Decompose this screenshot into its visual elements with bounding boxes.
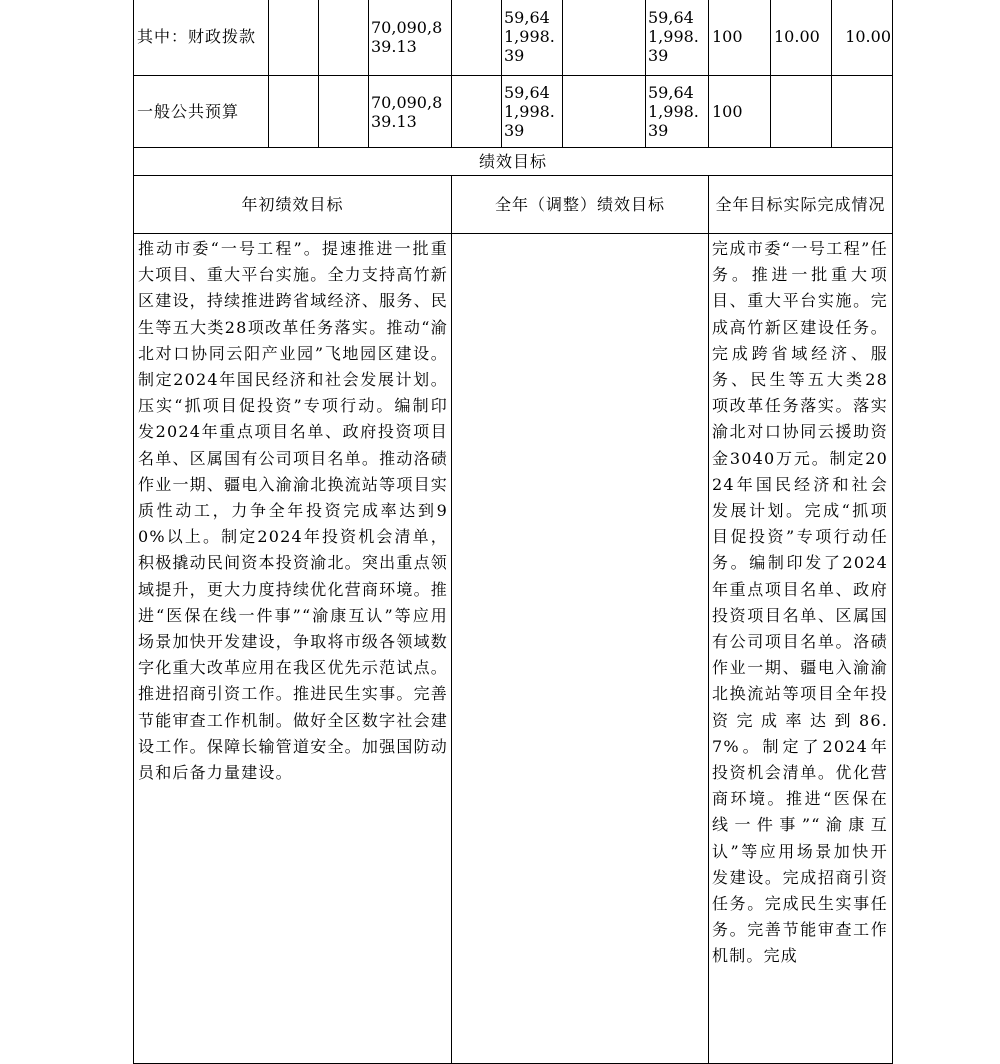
actual-completion-text: 完成市委“一号工程”任务。推进一批重大项目、重大平台实施。完成高竹新区建设任务。完成跨省域经济、服务、民生等五大类28项改革任务落实。落实渝北对口协同云援助资金3040万元。制定2024年国民经济和社会发展计划。完成“抓项目促投资”专项行动任务。编制印发了2024年重点项目名单、政府投资项目名单、区属国有公司项目名单。洛碛作业一期、疆电入渝渝北换流站等项目全年投资完成率达到86.7%。制定了2024年投资机会清单。优化营商环境。推进“医保在线一件事”“渝康互认”等应用场景加快开发建设。完成招商引资任务。完成民生实事任务。完善节能审查工作机制。完成 (709, 234, 893, 1064)
empty-cell (563, 76, 646, 148)
section-title: 绩效目标 (134, 148, 893, 176)
row-label: 一般公共预算 (134, 76, 269, 148)
empty-cell (452, 0, 502, 76)
weight-value (771, 76, 832, 148)
execution-rate: 100 (709, 0, 771, 76)
adjusted-budget-value: 59,641,998.39 (502, 0, 563, 76)
goal-header-row (134, 176, 893, 234)
executed-value: 59,641,998.39 (646, 76, 709, 148)
executed-value: 59,641,998.39 (646, 0, 709, 76)
table-row-fiscal-appropriation (134, 0, 893, 76)
initial-goal-header: 年初绩效目标 (134, 176, 452, 234)
budget-performance-table (133, 0, 893, 1064)
adjusted-budget-value: 59,641,998.39 (502, 76, 563, 148)
section-title-row (134, 148, 893, 176)
annual-budget-value: 70,090,839.13 (369, 0, 452, 76)
adjusted-goal-text (452, 234, 709, 1064)
adjusted-goal-header: 全年（调整）绩效目标 (452, 176, 709, 234)
empty-cell (319, 76, 369, 148)
actual-completion-header: 全年目标实际完成情况 (709, 176, 893, 234)
annual-budget-value: 70,090,839.13 (369, 76, 452, 148)
goal-content-row (134, 234, 893, 1064)
weight-value: 10.00 (771, 0, 832, 76)
score-value: 10.00 (832, 0, 893, 76)
row-label: 其中：财政拨款 (134, 0, 269, 76)
execution-rate: 100 (709, 76, 771, 148)
empty-cell (319, 0, 369, 76)
table-row-general-public-budget (134, 76, 893, 148)
empty-cell (269, 0, 319, 76)
score-value (832, 76, 893, 148)
empty-cell (452, 76, 502, 148)
initial-goal-text: 推动市委“一号工程”。提速推进一批重大项目、重大平台实施。全力支持高竹新区建设，持续推进跨省域经济、服务、民生等五大类28项改革任务落实。推动“渝北对口协同云阳产业园”飞地园区建设。制定2024年国民经济和社会发展计划。压实“抓项目促投资”专项行动。编制印发2024年重点项目名单、政府投资项目名单、区属国有公司项目名单。推动洛碛作业一期、疆电入渝渝北换流站等项目实质性动工，力争全年投资完成率达到90%以上。制定2024年投资机会清单，积极撬动民间资本投资渝北。突出重点领域提升，更大力度持续优化营商环境。推进“医保在线一件事”“渝康互认”等应用场景加快开发建设，争取将市级各领域数字化重大改革应用在我区优先示范试点。推进招商引资工作。推进民生实事。完善节能审查工作机制。做好全区数字社会建设工作。保障长输管道安全。加强国防动员和后备力量建设。 (134, 234, 452, 1064)
empty-cell (563, 0, 646, 76)
empty-cell (269, 76, 319, 148)
